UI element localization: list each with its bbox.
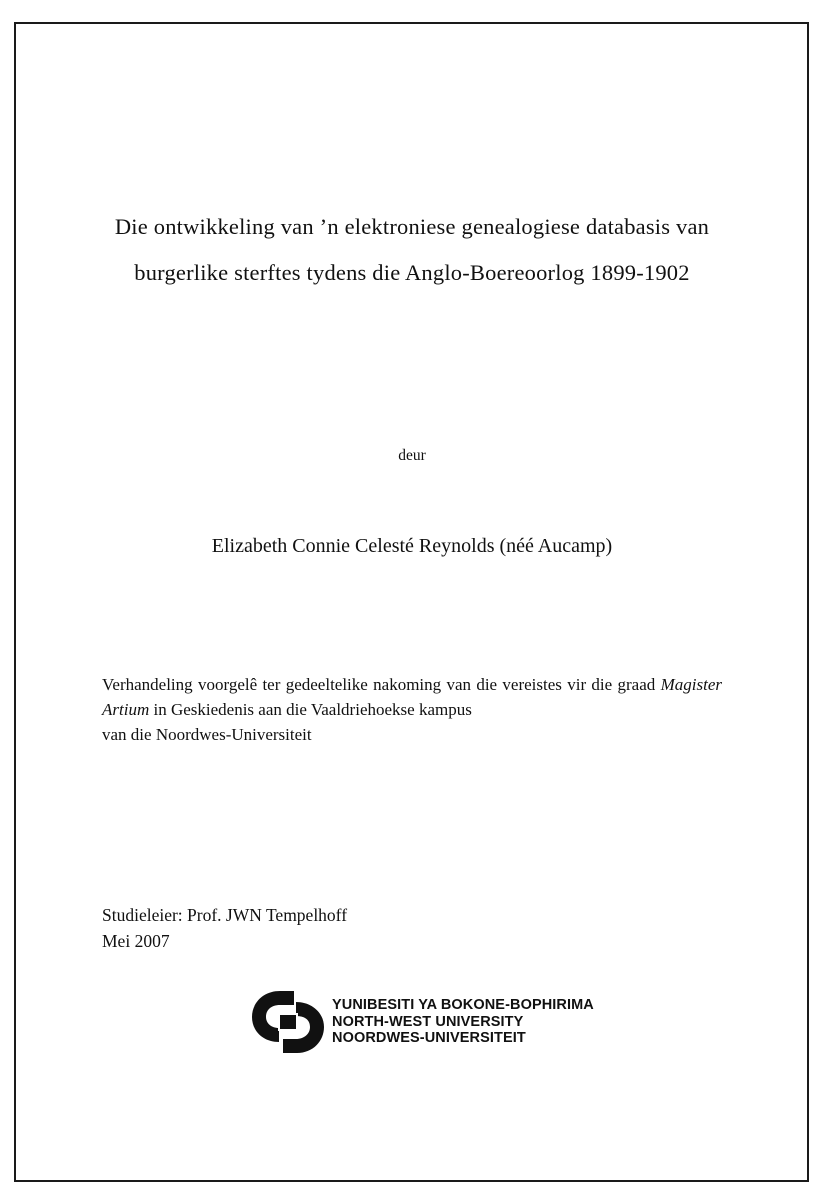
statement-part-1: Verhandeling voorgelê ter gedeeltelike nakoming van die vereistes vir die graad [102,675,661,694]
title-line-1: Die ontwikkeling van ’n elektroniese genealogiese databasis van [114,214,710,239]
title-line-2: burgerlike sterftes tydens die Anglo-Boereoorlog 1899-1902 [134,260,690,285]
north-west-university-logo-icon [250,987,326,1057]
supervisor-block [102,902,602,954]
page-title [100,204,724,296]
statement-last-line: van die Noordwes-Universiteit [102,725,312,744]
statement-degree-name: Magister Artium [102,675,722,719]
date-line: Mei 2007 [102,931,170,951]
logo-text-line-2: NORTH-WEST UNIVERSITY [332,1013,524,1030]
university-logo-text [332,997,594,1047]
author-name: Elizabeth Connie Celesté Reynolds (néé Aucamp) [211,535,613,557]
logo-text-line-1: YUNIBESITI YA BOKONE-BOPHIRIMA [332,997,594,1014]
byline-label: deur [398,447,426,464]
university-logo [250,977,650,1067]
logo-text-line-3: NOORDWES-UNIVERSITEIT [332,1030,526,1047]
degree-statement [102,672,722,747]
page-content [100,22,724,1182]
statement-part-2: in Geskiedenis aan die Vaaldriehoekse kampus [149,700,472,719]
supervisor-line: Studieleier: Prof. JWN Tempelhoff [102,905,348,925]
